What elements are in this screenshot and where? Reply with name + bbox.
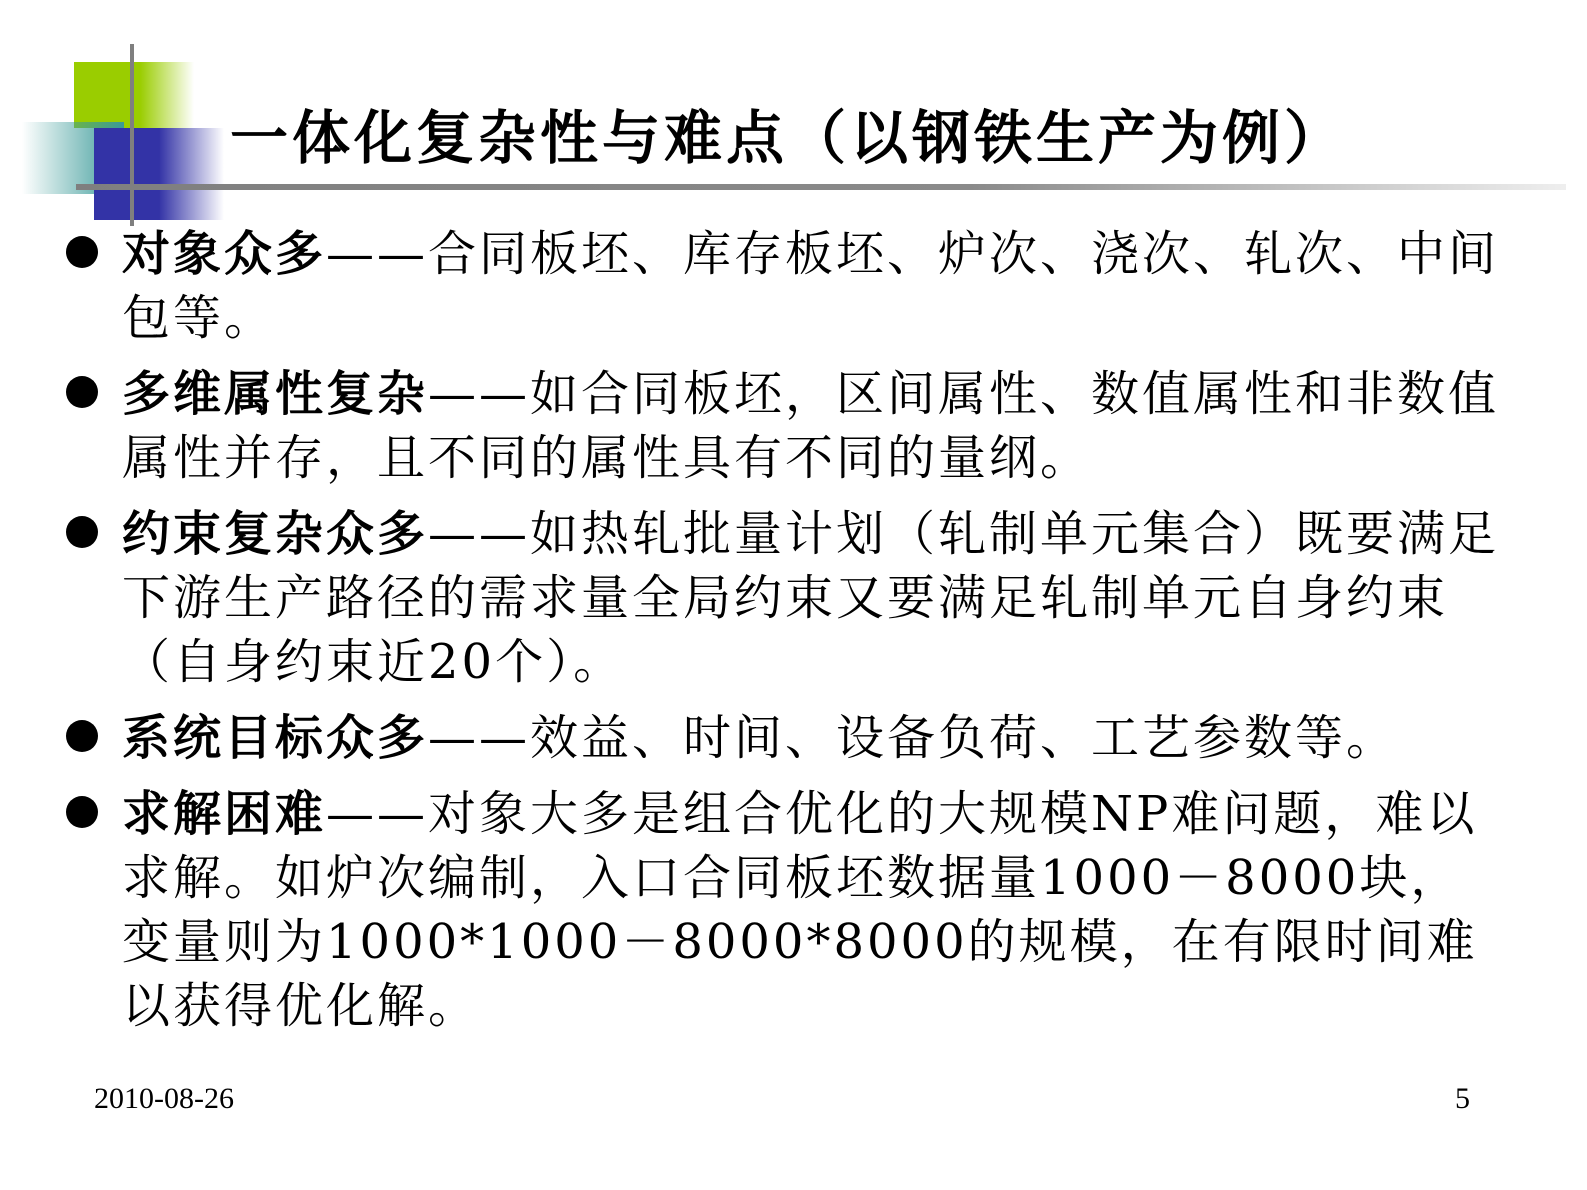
footer-date: 2010-08-26 xyxy=(94,1082,234,1115)
bullet-item-attributes xyxy=(64,362,1504,490)
bullet-text: ——对象大多是组合优化的大规模NP难问题，难以求解。如炉次编制，入口合同板坯数据量1000－8000块，变量则为1000*1000－8000*8000的规模，在有限时间难以获得优化解。 xyxy=(122,786,1478,1034)
decor-vertical-rule xyxy=(130,44,134,226)
bullet-term: 多维属性复杂 xyxy=(122,366,429,422)
bullet-term: 约束复杂众多 xyxy=(122,506,429,562)
bullet-dot-icon xyxy=(66,236,98,268)
bullet-term: 求解困难 xyxy=(122,786,327,842)
bullet-term: 系统目标众多 xyxy=(122,710,429,766)
bullet-item-constraints xyxy=(64,502,1504,694)
bullet-item-solving xyxy=(64,782,1504,1038)
decor-green-square xyxy=(74,62,194,128)
bullet-item-objectives xyxy=(64,706,1504,770)
bullet-text: ——效益、时间、设备负荷、工艺参数等。 xyxy=(428,710,1398,766)
bullet-text: ——合同板坯、库存板坯、炉次、浇次、轧次、中间包等。 xyxy=(122,226,1500,346)
bullet-dot-icon xyxy=(66,796,98,828)
bullet-term: 对象众多 xyxy=(122,226,327,282)
bullet-text: ——如合同板坯，区间属性、数值属性和非数值属性并存，且不同的属性具有不同的量纲。 xyxy=(122,366,1500,486)
bullet-dot-icon xyxy=(66,516,98,548)
bullet-dot-icon xyxy=(66,720,98,752)
bullet-list xyxy=(64,222,1504,1050)
page-number: 5 xyxy=(1455,1082,1470,1115)
bullet-text: ——如热轧批量计划（轧制单元集合）既要满足下游生产路径的需求量全局约束又要满足轧制单元自身约束（自身约束近20个）。 xyxy=(122,506,1500,690)
decor-blue-square xyxy=(94,128,224,220)
bullet-dot-icon xyxy=(66,376,98,408)
title-underline-rule xyxy=(76,184,1566,190)
slide-title: 一体化复杂性与难点（以钢铁生产为例） xyxy=(230,104,1347,172)
bullet-item-objects xyxy=(64,222,1504,350)
